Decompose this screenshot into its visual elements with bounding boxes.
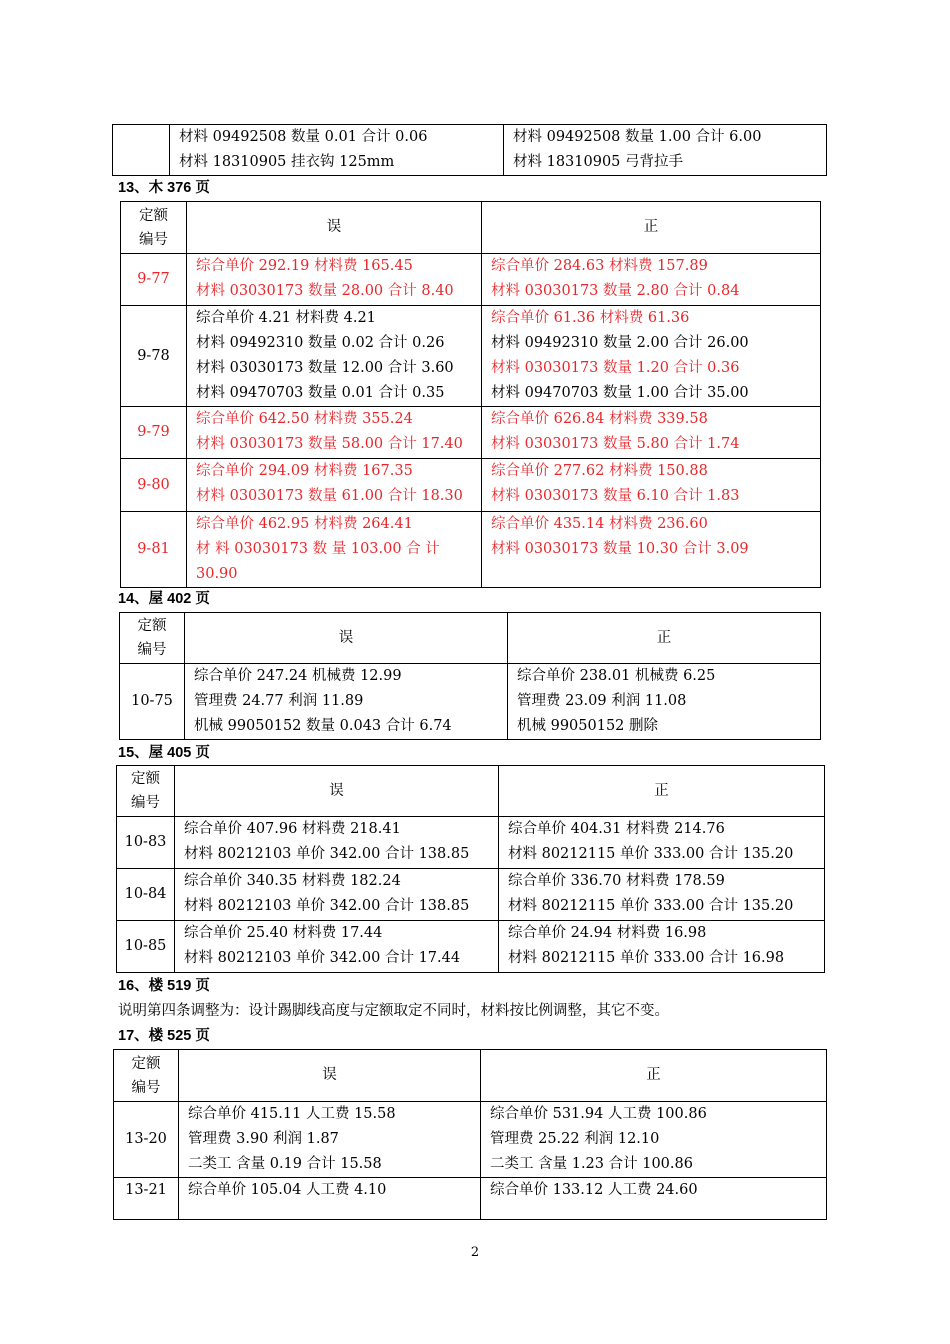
cell-line: 材料 80212103 单价 342.00 合计 138.85 [184,898,470,914]
code-cell [113,125,170,176]
table-row [121,306,821,407]
section-heading-13: 13、木 376 页 [118,180,210,196]
cell-line: 机械 99050152 删除 [517,718,659,734]
cell-line: 管理费 25.22 利润 12.10 [490,1131,660,1147]
header-wrong: 误 [179,1050,481,1102]
cell-line: 综合单价 415.11 人工费 15.58 [188,1106,396,1122]
cell-line: 综合单价 24.94 材料费 16.98 [508,925,707,941]
cell-line: 材料 03030173 数量 5.80 合计 1.74 [491,436,740,452]
code-cell: 10-85 [117,921,175,973]
cell-line: 综合单价 336.70 材料费 178.59 [508,873,725,889]
code-cell: 13-21 [114,1178,179,1220]
table-15 [116,765,825,973]
code-cell: 9-81 [121,512,187,588]
header-wrong: 误 [175,766,499,817]
right-cell [508,664,821,740]
cell-line: 二类工 含量 0.19 合计 15.58 [188,1156,382,1172]
cell-line: 材料 03030173 数量 58.00 合计 17.40 [196,436,463,452]
table-row [114,1178,827,1220]
cell-line: 综合单价 642.50 材料费 355.24 [196,411,413,427]
right-cell [499,817,825,869]
cell-line: 综合单价 407.96 材料费 218.41 [184,821,401,837]
cell-line: 材料 80212103 单价 342.00 合计 138.85 [184,846,470,862]
table-row [121,407,821,459]
header-right: 正 [508,613,821,664]
table-row [120,664,821,740]
wrong-cell [175,921,499,973]
wrong-cell [179,1102,481,1178]
cell-line: 综合单价 404.31 材料费 214.76 [508,821,725,837]
note-16: 说明第四条调整为：设计踢脚线高度与定额取定不同时，材料按比例调整，其它不变。 [118,1003,669,1019]
code-cell: 9-80 [121,459,187,512]
table-row [121,254,821,306]
cell-line: 综合单价 435.14 材料费 236.60 [491,516,708,532]
cell-line: 综合单价 133.12 人工费 24.60 [490,1182,698,1198]
table-row [117,817,825,869]
cell-line: 综合单价 292.19 材料费 165.45 [196,258,413,274]
cell-line: 综合单价 61.36 材料费 61.36 [491,310,690,326]
wrong-cell [187,459,482,512]
cell-line: 管理费 24.77 利润 11.89 [194,693,364,709]
wrong-cell [175,817,499,869]
header-code-line: 定额 [137,618,167,634]
right-cell [482,459,821,512]
wrong-cell [175,869,499,921]
cell-line: 综合单价 25.40 材料费 17.44 [184,925,383,941]
cell-line: 材料 18310905 弓背拉手 [513,154,684,170]
header-code-line: 编号 [131,1079,161,1096]
header-right: 正 [482,202,821,254]
cell-line: 二类工 含量 1.23 合计 100.86 [490,1156,693,1172]
cell-line: 材料 80212115 单价 333.00 合计 16.98 [508,950,785,966]
table-17 [113,1049,827,1220]
table-12-continuation [112,124,827,176]
table-row [117,869,825,921]
header-wrong: 误 [187,202,482,254]
cell-line: 材料 18310905 挂衣钩 125mm [179,154,395,170]
header-code-line: 编号 [131,795,160,811]
table-13 [120,201,821,588]
right-cell [482,254,821,306]
cell-line: 材料 03030173 数量 1.20 合计 0.36 [491,360,740,376]
right-cell [482,512,821,588]
cell-line: 综合单价 531.94 人工费 100.86 [490,1106,707,1122]
table-row [114,1102,827,1178]
header-code [114,1050,179,1102]
section-heading-15: 15、屋 405 页 [118,745,210,761]
code-cell: 13-20 [114,1102,179,1178]
header-code-line: 定额 [131,771,160,787]
wrong-cell [185,664,508,740]
cell-line: 材料 09492310 数量 0.02 合计 0.26 [196,335,445,351]
right-cell [504,125,827,176]
cell-line: 材料 09492508 数量 1.00 合计 6.00 [513,129,762,145]
cell-line: 30.90 [196,566,238,582]
header-code-line: 定额 [139,207,168,224]
cell-line: 管理费 3.90 利润 1.87 [188,1131,339,1147]
cell-line: 综合单价 238.01 机械费 6.25 [517,668,716,684]
page-number: 2 [470,1245,480,1260]
code-cell: 10-75 [120,664,185,740]
header-code-line: 编号 [137,642,167,658]
wrong-cell [187,512,482,588]
header-wrong: 误 [185,613,508,664]
table-row [117,921,825,973]
right-cell [482,306,821,407]
cell-line: 材 料 03030173 数 量 103.00 合 计 [196,541,440,557]
table-row [121,512,821,588]
cell-line: 材料 09492508 数量 0.01 合计 0.06 [179,129,428,145]
cell-line: 综合单价 462.95 材料费 264.41 [196,516,413,532]
right-cell [499,869,825,921]
wrong-cell [187,254,482,306]
section-heading-16: 16、楼 519 页 [118,978,210,994]
cell-line: 机械 99050152 数量 0.043 合计 6.74 [194,718,452,734]
cell-line: 综合单价 277.62 材料费 150.88 [491,463,708,479]
code-cell: 10-83 [117,817,175,869]
cell-line: 材料 03030173 数量 2.80 合计 0.84 [491,283,740,299]
cell-line: 材料 80212103 单价 342.00 合计 17.44 [184,950,461,966]
header-code [120,613,185,664]
table-14 [119,612,821,740]
right-cell [482,407,821,459]
cell-line: 材料 03030173 数量 12.00 合计 3.60 [196,360,454,376]
cell-line: 材料 03030173 数量 6.10 合计 1.83 [491,488,740,504]
wrong-cell [187,407,482,459]
cell-line: 综合单价 284.63 材料费 157.89 [491,258,708,274]
cell-line: 综合单价 340.35 材料费 182.24 [184,873,401,889]
cell-line: 材料 09470703 数量 0.01 合计 0.35 [196,385,445,401]
right-cell [499,921,825,973]
cell-line: 材料 03030173 数量 61.00 合计 18.30 [196,488,463,504]
cell-line: 综合单价 626.84 材料费 339.58 [491,411,708,427]
table-row [121,459,821,512]
section-heading-17: 17、楼 525 页 [118,1028,210,1044]
cell-line: 材料 09470703 数量 1.00 合计 35.00 [491,385,749,401]
code-cell: 9-78 [121,306,187,407]
cell-line: 综合单价 4.21 材料费 4.21 [196,310,376,326]
right-cell [481,1102,827,1178]
cell-line: 材料 80212115 单价 333.00 合计 135.20 [508,898,794,914]
wrong-cell [179,1178,481,1220]
cell-line: 材料 03030173 数量 28.00 合计 8.40 [196,283,454,299]
header-code [117,766,175,817]
cell-line: 综合单价 247.24 机械费 12.99 [194,668,402,684]
cell-line: 材料 80212115 单价 333.00 合计 135.20 [508,846,794,862]
header-code-line: 定额 [131,1055,161,1072]
header-code [121,202,187,254]
code-cell: 9-77 [121,254,187,306]
cell-line: 材料 03030173 数量 10.30 合计 3.09 [491,541,749,557]
cell-line: 综合单价 105.04 人工费 4.10 [188,1182,387,1198]
code-cell: 9-79 [121,407,187,459]
code-cell: 10-84 [117,869,175,921]
wrong-cell [170,125,504,176]
cell-line: 综合单价 294.09 材料费 167.35 [196,463,413,479]
header-right: 正 [481,1050,827,1102]
header-right: 正 [499,766,825,817]
cell-line: 管理费 23.09 利润 11.08 [517,693,687,709]
wrong-cell [187,306,482,407]
header-code-line: 编号 [139,231,168,248]
right-cell [481,1178,827,1220]
section-heading-14: 14、屋 402 页 [118,591,210,607]
cell-line: 材料 09492310 数量 2.00 合计 26.00 [491,335,749,351]
